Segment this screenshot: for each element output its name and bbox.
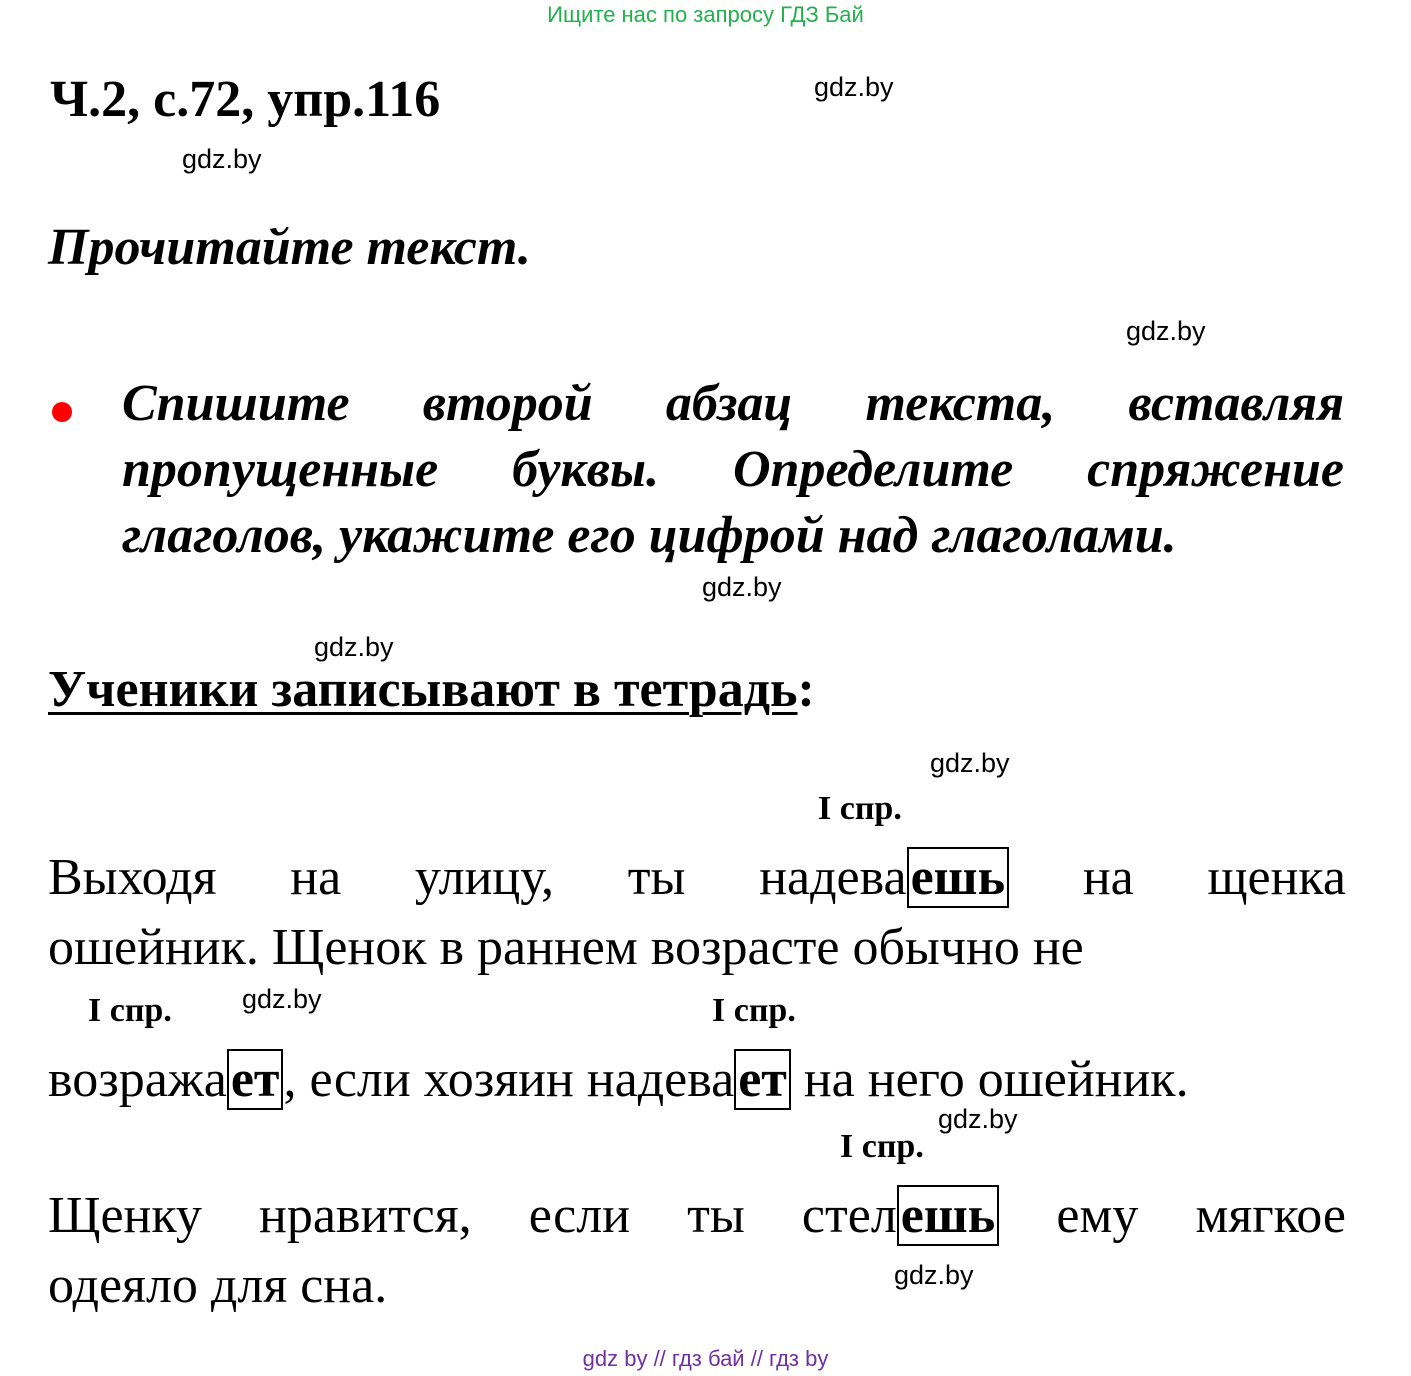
watermark: gdz.by (242, 984, 322, 1014)
section-heading-text: Ученики записывают в тетрадь (48, 661, 798, 718)
page-title: Ч.2, с.72, упр.116 (50, 71, 441, 128)
task-line-1: Спишите второй абзац текста, вставляя (122, 375, 1344, 432)
conjugation-label: I спр. (818, 790, 902, 827)
text-segment: , если хозяин надева (283, 1051, 735, 1108)
watermark: gdz.by (938, 1104, 1018, 1134)
conjugation-label: I спр. (712, 992, 796, 1029)
conjugation-label: I спр. (840, 1128, 924, 1165)
verb-ending: ет (230, 1051, 280, 1108)
text-segment: на щенка (1082, 849, 1346, 906)
text-line-3 (48, 1050, 1346, 1109)
text-line-4 (48, 1186, 1346, 1245)
bottom-banner: gdz by // гдз бай // гдз by (582, 1346, 829, 1371)
watermark: gdz.by (814, 72, 894, 102)
watermark: gdz.by (182, 144, 262, 174)
text-segment: Выходя на улицу, ты надева (48, 849, 907, 906)
verb-ending: ешь (910, 849, 1006, 906)
watermark: gdz.by (314, 632, 394, 662)
text-segment: Щенку нравится, если ты стел (48, 1187, 897, 1244)
watermark: gdz.by (702, 572, 782, 602)
text-segment: на него ошейник. (790, 1051, 1189, 1108)
verb-ending: ешь (900, 1187, 996, 1244)
text-line-5: одеяло для сна. (48, 1257, 388, 1314)
ending-box (907, 847, 1009, 908)
conjugation-label: I спр. (88, 992, 172, 1029)
watermark: gdz.by (930, 748, 1010, 778)
task-line-2: пропущенные буквы. Определите спряжение (122, 441, 1344, 498)
bullet-icon (52, 402, 72, 422)
text-segment: ему мягкое (1056, 1187, 1346, 1244)
instruction: Прочитайте текст. (48, 219, 531, 276)
watermark: gdz.by (894, 1260, 974, 1290)
task-line-3: глаголов, укажите его цифрой над глаголами. (122, 507, 1177, 564)
text-line-2: ошейник. Щенок в раннем возрасте обычно не (48, 919, 1084, 976)
text-line-1 (48, 848, 1346, 907)
ending-box (734, 1049, 791, 1110)
verb-ending: ет (738, 1051, 787, 1108)
ending-box (227, 1049, 284, 1110)
top-banner: Ищите нас по запросу ГДЗ Бай (547, 2, 864, 27)
watermark: gdz.by (1126, 316, 1206, 346)
section-heading (48, 660, 815, 719)
ending-box (897, 1185, 999, 1246)
section-heading-colon: : (797, 661, 815, 718)
text-segment: возража (48, 1051, 227, 1108)
